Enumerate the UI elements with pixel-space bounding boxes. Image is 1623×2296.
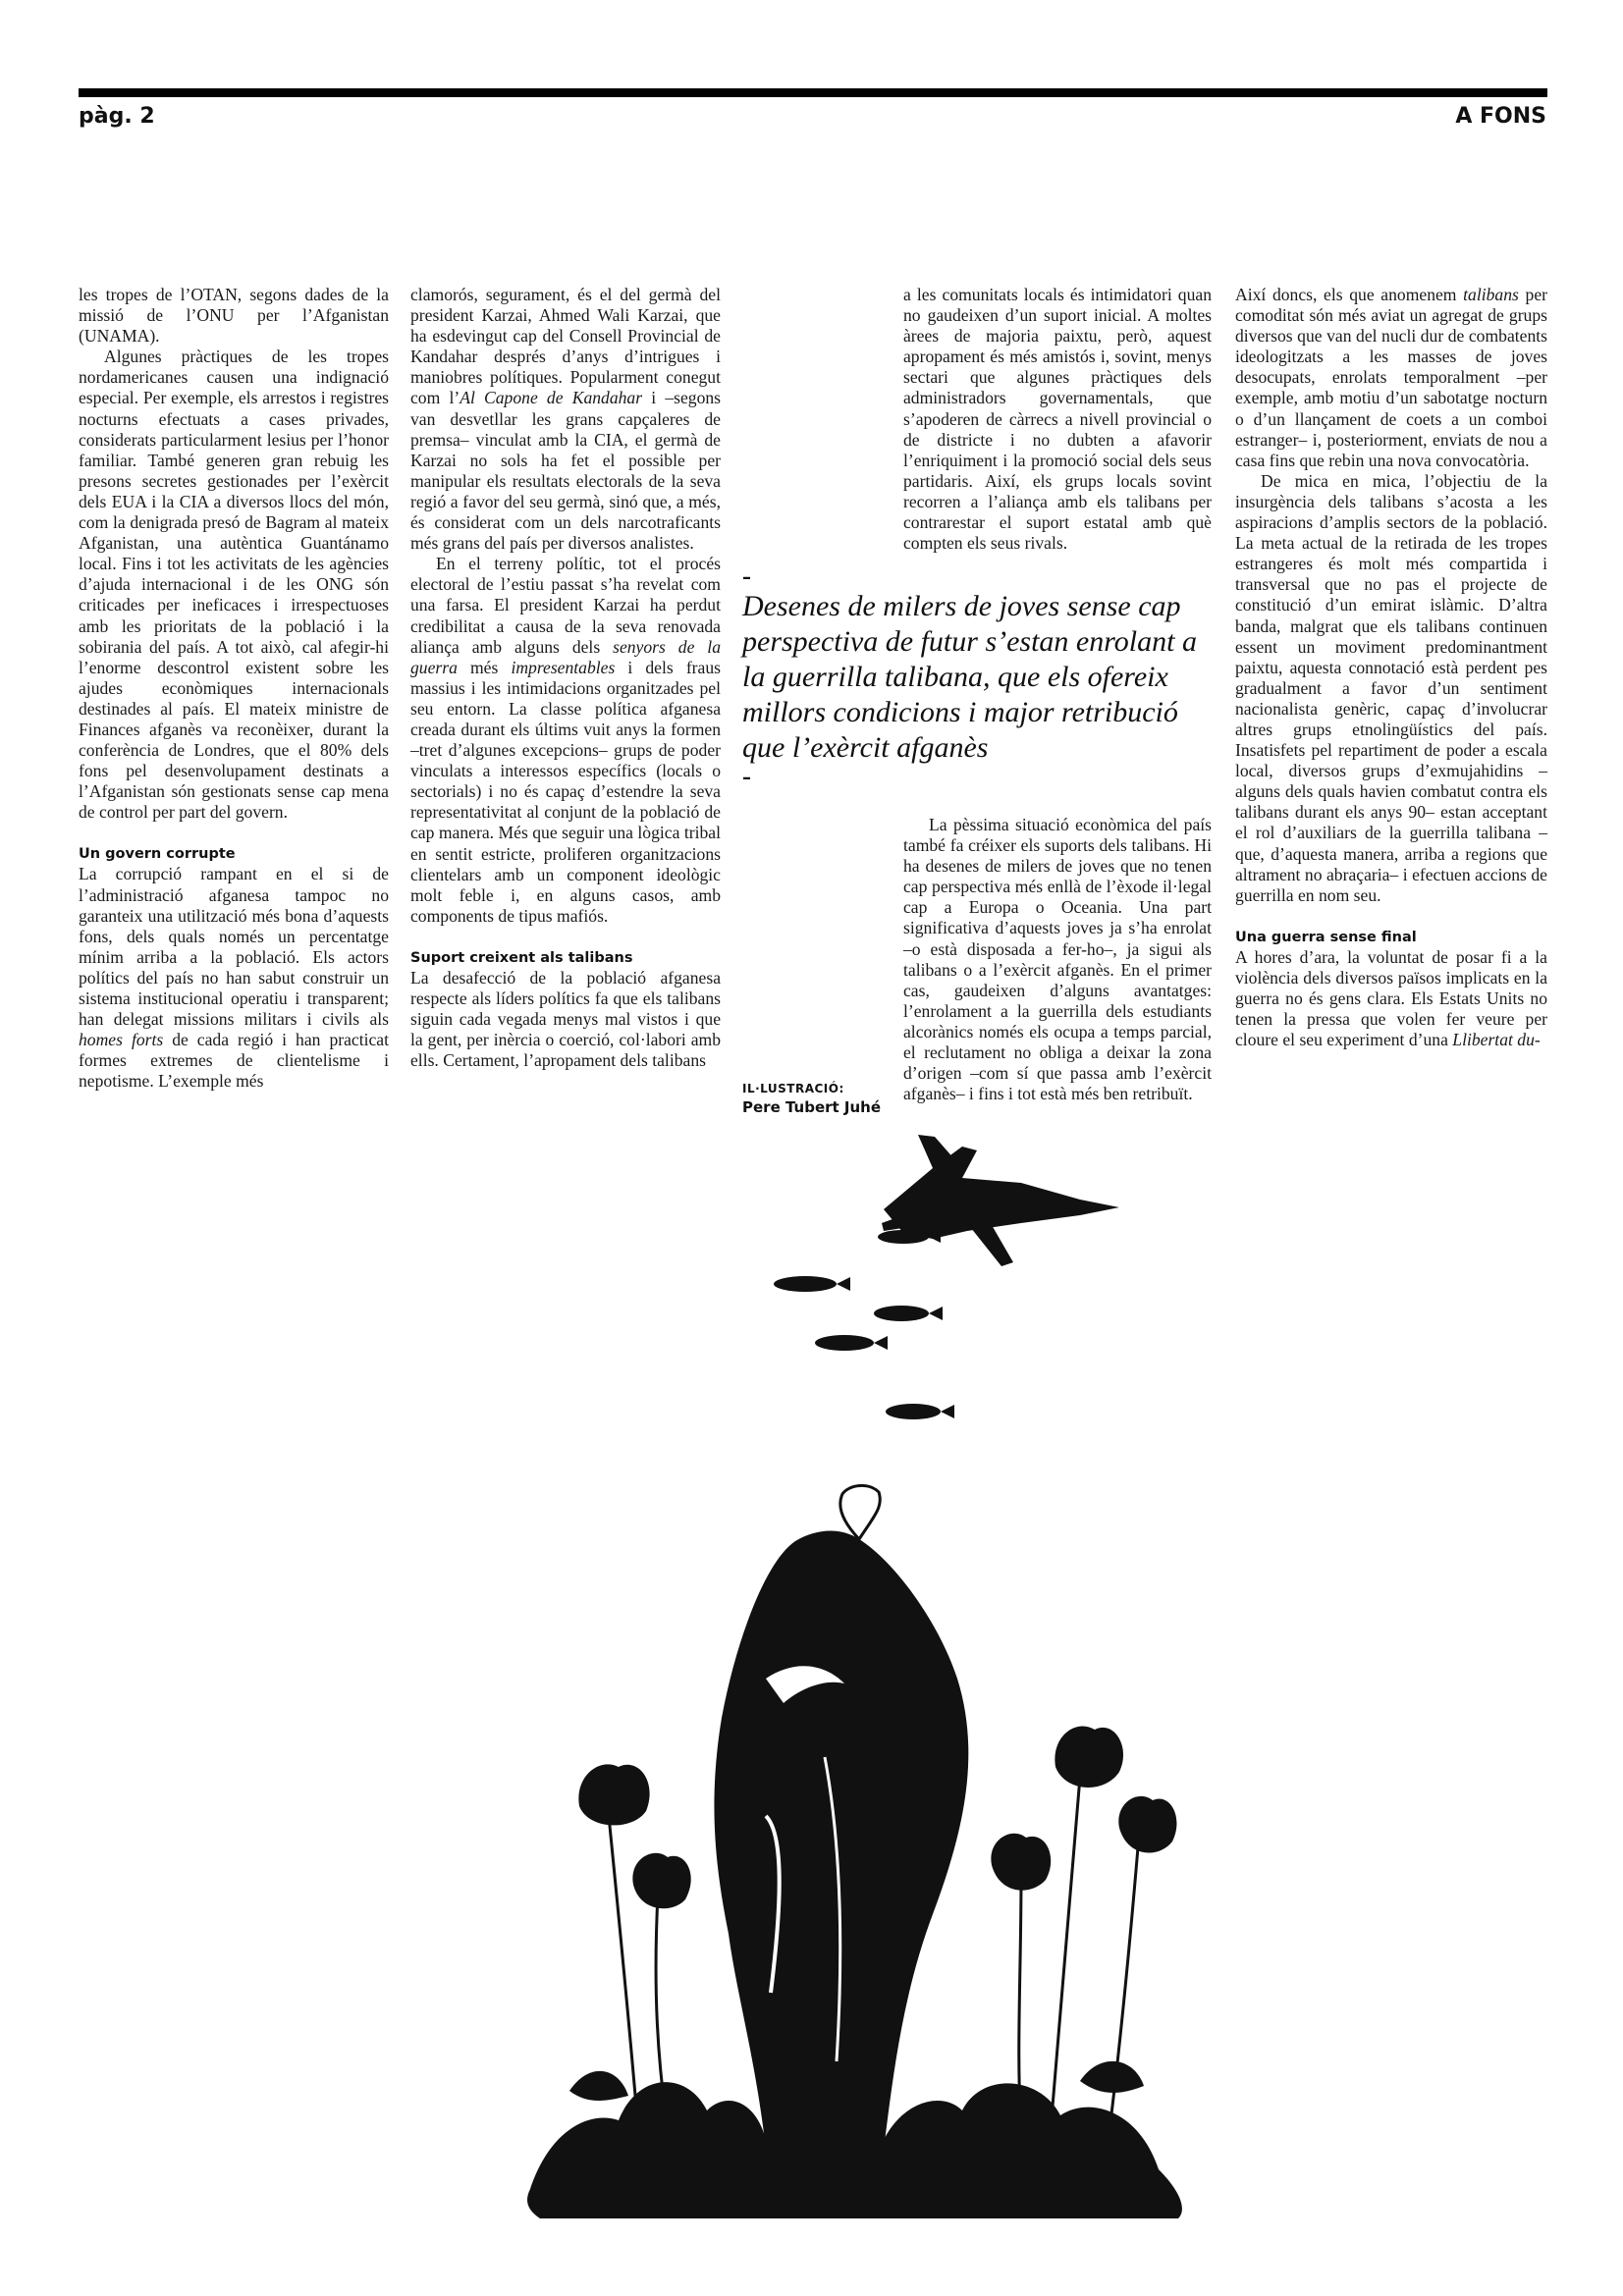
article-column-4 [1235, 285, 1547, 1050]
paragraph: les tropes de l’OTAN, segons dades de la missió de l’ONU per l’Afganistan (UNAMA). [79, 285, 389, 347]
article-column-2 [410, 285, 721, 1071]
bombs [774, 1230, 954, 1419]
page-number: pàg. 2 [79, 104, 155, 129]
poppy-icon [578, 1764, 649, 1825]
header-rule [79, 88, 1547, 97]
article-column-3 [903, 285, 1212, 554]
paragraph: La desafecció de la població afganesa respecte als líders polítics fa que els talibans siguin cada vegada menys mal vistos i que la gent, per inèrcia o coerció, col·labori amb ells. Certament, l’apropament dels talibans [410, 967, 721, 1071]
bomb-icon [878, 1230, 929, 1244]
paragraph: Així doncs, els que anomenem talibans per comoditat són més aviat un agregat de grups diversos que van del nucli dur de combatents ideologitzats a les masses de joves desocupats, enrolats temporalment –per exemple, amb motiu d’un sabotatge nocturn o d’un llançament de coets a un comboi estranger– i, posteriorment, enviats de nou a casa fins que rebin una nova convocatòria. [1235, 285, 1547, 470]
paragraph: Algunes pràctiques de les tropes nordamericanes causen una indignació especial. Per exemple, els arrestos i registres nocturns efectuats a cases privades, considerats particularment lesius per l’honor familiar. També generen gran rebuig les presons secretes gestionades per l’exèrcit dels EUA i la CIA a diversos llocs del món, com la denigrada presó de Bagram al mateix Afganistan, una autèntica Guantánamo local. Fins i tot les activitats de les agències d’ajuda internacional i de les ONG són criticades per ineficaces i irrespectuoses amb les prioritats de la població i la sobirania del país. A tot això, cal afegir-hi l’enorme descontrol existent sobre les ajudes econòmiques internacionals destinades al país. El mateix ministre de Finances afganès va reconèixer, durant la conferència de Londres, que el 80% dels fons pel desenvolupament destinats a l’Afganistan són gestionats sense cap mena de control per part del govern. [79, 347, 389, 823]
paragraph: A hores d’ara, la voluntat de posar fi a la violència dels diversos països implicats en la guerra no és gens clara. Els Estats Units no tenen la pressa que volen fer veure per cloure el seu experiment d’una Llibertat du- [1235, 946, 1547, 1050]
illustration [471, 1129, 1237, 2248]
bomb-icon [774, 1276, 837, 1292]
pullquote-dash-top: – [742, 567, 751, 588]
paragraph: De mica en mica, l’objectiu de la insurgència dels talibans s’acosta a les aspiracions d’amplis sectors de la població. La meta actual de la retirada de les tropes estrangeres és molt més compartida i transversal que no pas el projecte de constitució d’un emirat islàmic. D’altra banda, malgrat que els talibans continuen essent un moviment predominantment paixtu, aquesta connotació està perdent pes gradualment a favor d’un sentiment nacionalista genèric, capaç d’involucrar altres grups etnolingüístics del país. Insatisfets pel repartiment de poder a escala local, diversos grups d’exmujahidins –alguns dels quals havien combatut contra els talibans durant els anys 90– estan acceptant el rol d’auxiliars de la guerrilla talibana –que, d’aquesta manera, arriba a regions que altrament no abraçaria– i efectuen accions de guerrilla en nom seu. [1235, 470, 1547, 905]
paragraph: La corrupció rampant en el si de l’administració afganesa tampoc no garanteix una utilització més bona d’aquests fons, dels quals només un percentatge mínim arriba a la població. Els actors polítics del país no han sabut construir un sistema institucional operatiu i transparent; han delegat missions militars i civils als homes forts de cada regió i han practicat formes extremes de clientelisme i nepotisme. L’exemple més [79, 864, 389, 1092]
credit-label: IL·LUSTRACIÓ: [742, 1082, 844, 1095]
poppy-icon [1118, 1796, 1176, 1853]
jet-icon [882, 1135, 1119, 1266]
article-column-3-lower [903, 815, 1212, 1104]
poppy-icon [632, 1853, 690, 1908]
pullquote-dash-bottom: – [742, 768, 751, 788]
poppy-icon [991, 1834, 1051, 1891]
burqa-figure [714, 1485, 968, 2150]
poppy-icon [1055, 1726, 1123, 1788]
paragraph: a les comunitats locals és intimidatori quan no gaudeixen d’un suport inicial. A moltes àrees de majoria paixtu, però, aquest apropament és més amistós i, sovint, menys sectari que algunes pràctiques dels administradors governamentals, que s’apoderen de càrrecs a nivell provincial o de districte i no dubten a afavorir l’enriquiment i la promoció social dels seus partidaris. Així, els grups locals sovint recorren a l’aliança amb els talibans per contrarestar el suport estatal amb què compten els seus rivals. [903, 285, 1212, 554]
section-title: A FONS [1455, 104, 1546, 129]
subheading: Un govern corrupte [79, 846, 236, 863]
paragraph: La pèssima situació econòmica del país també fa créixer els suports dels talibans. Hi ha desenes de milers de joves que no tenen cap perspectiva més enllà de l’èxode il·legal cap a Europa o Oceania. Una part significativa d’aquests joves ja s’ha enrolat –o està disposada a fer-ho–, ja sigui als talibans o a l’exèrcit afganès. En el primer cas, gaudeixen d’alguns avantatges: l’enrolament a la guerrilla dels estudiants alcorànics només els ocupa a temps parcial, el reclutament no obliga a deixar la zona d’origen –com sí que passa amb l’exèrcit afganès– i fins i tot està més ben retribuït. [903, 815, 1212, 1104]
paragraph: clamorós, segurament, és el del germà del president Karzai, Ahmed Wali Karzai, que ha esdevingut cap del Consell Provincial de Kandahar després d’anys d’intrigues i maniobres polítiques. Popularment conegut com l’Al Capone de Kandahar i –segons van desvetllar les grans capçaleres de premsa– vinculat amb la CIA, el germà de Karzai no sols ha fet el possible per manipular els resultats electorals de la seva regió a favor del seu germà, sinó que, a més, és considerat com un dels narcotraficants més grans del país per diversos analistes. [410, 285, 722, 554]
subheading: Una guerra sense final [1235, 929, 1417, 945]
subheading: Suport creixent als talibans [410, 949, 633, 966]
paragraph: En el terreny polític, tot el procés electoral de l’estiu passat s’ha revelat com una farsa. El president Karzai ha perdut credibilitat a causa de la seva renovada aliança amb alguns dels senyors de la guerra més impresentables i dels fraus massius i les intimidacions organitzades pel seu entorn. La classe política afganesa creada durant els últims vuit anys la formen –tret d’algunes excepcions– grups de poder vinculats a interessos específics (locals o sectorials) i no és capaç d’estendre la seva representativitat al conjunt de la població de cap manera. Més que seguir una lògica tribal en sentit estricte, proliferen organitzacions clientelars amb un component ideològic molt feble i, en alguns casos, amb components de tipus mafiós. [410, 554, 721, 926]
bomb-icon [815, 1335, 874, 1351]
bomb-icon [874, 1306, 929, 1321]
bomb-icon [886, 1404, 941, 1419]
credit-name: Pere Tubert Juhé [742, 1098, 882, 1116]
illustration-credit [742, 1082, 881, 1116]
pullquote: Desenes de milers de joves sense cap perspectiva de futur s’estan enrolant a la guerrilla talibana, que els ofereix millors condicions i major retribució que l’exèrcit afganès [742, 590, 1197, 764]
article-column-1 [79, 285, 389, 1092]
